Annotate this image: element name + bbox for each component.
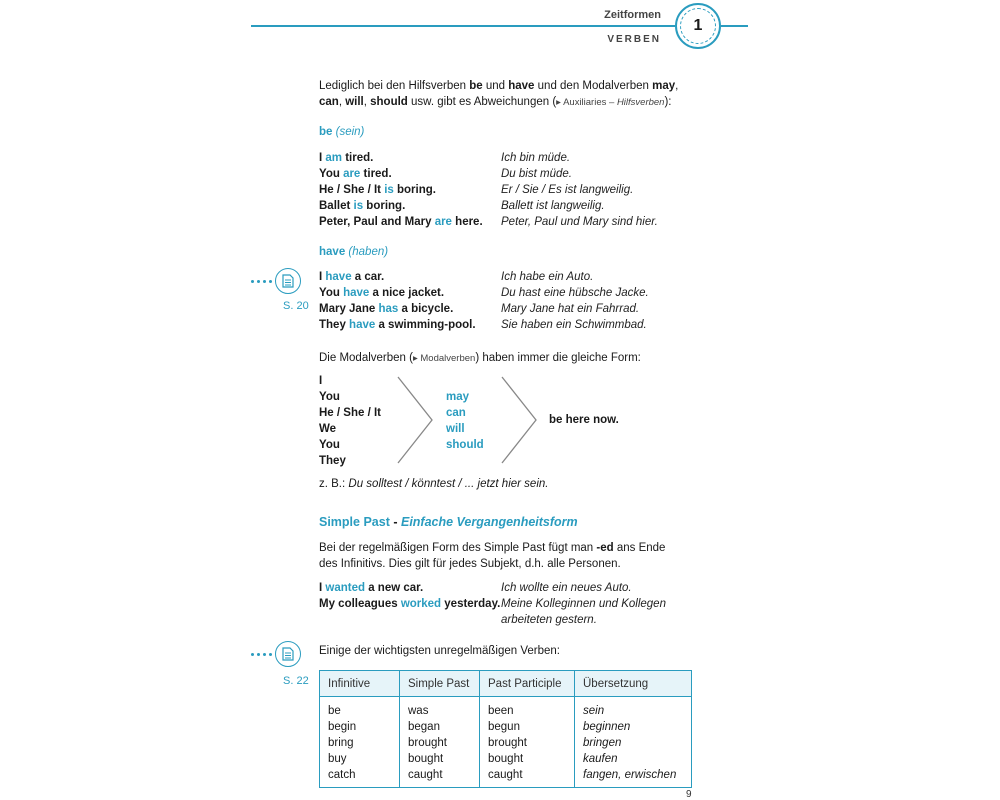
example-sentence: You have a nice jacket. [319,287,445,299]
modal-subject: He / She / It [319,407,381,419]
col-header-simple-past: Simple Past [400,671,480,697]
running-subtitle: VERBEN [607,34,661,45]
intro-line-1: Lediglich bei den Hilfsverben be und have und den Modalverben may, [319,80,679,92]
have-page-reference[interactable]: S. 20 [283,300,309,312]
cross-ref-modalverben[interactable]: Modalverben [417,353,476,364]
example-sentence: You are tired. [319,168,392,180]
have-reference-marker[interactable] [251,268,301,294]
table-cell: caught [408,769,443,781]
past-participle-column [480,697,575,788]
table-cell: sein [583,705,605,717]
simple-past-example: My colleagues worked yesterday. [319,598,501,610]
table-cell: be [328,705,341,717]
table-cell: been [488,705,514,717]
be-heading: be (sein) [319,126,365,138]
table-cell: began [408,721,440,733]
simple-past-heading: Simple Past - Einfache Vergangenheitsform [319,515,578,529]
example-sentence: He / She / It is boring. [319,184,436,196]
modal-subject: You [319,391,340,403]
modal-verb: will [446,423,465,435]
modal-subject: I [319,375,323,387]
table-cell: brought [488,737,528,749]
table-cell: beginnen [583,721,631,733]
modal-subject: You [319,439,340,451]
example-sentence: I am tired. [319,152,374,164]
modal-result: be here now. [549,414,619,426]
irregular-intro: Einige der wichtigsten unregelmäßigen Verben: [319,645,561,657]
example-translation: Sie haben ein Schwimmbad. [501,319,647,331]
table-cell: fangen, erwischen [583,769,677,781]
simple-past-translation: Meine Kolleginnen und Kollegen [501,598,666,610]
table-cell: buy [328,753,347,765]
table-cell: begun [488,721,520,733]
simple-past-text-1: Bei der regelmäßigen Form des Simple Past fügt man -ed ans Ende [319,542,666,554]
header-rule-right [721,25,748,27]
table-cell: was [408,705,429,717]
example-sentence: They have a swimming-pool. [319,319,476,331]
chapter-number: 1 [680,8,716,44]
irregular-verbs-table [319,670,692,788]
have-heading: have (haben) [319,246,389,258]
simple-past-translation-cont: arbeiteten gestern. [501,614,597,626]
example-translation: Ich habe ein Auto. [501,271,594,283]
simple-past-translation: Ich wollte ein neues Auto. [501,582,632,594]
simple-past-text-2: des Infinitivs. Dies gilt für jedes Subjekt, d.h. alle Personen. [319,558,621,570]
example-translation: Peter, Paul und Mary sind hier. [501,216,658,228]
example-translation: Ballett ist langweilig. [501,200,605,212]
header-rule-left [251,25,675,27]
irregular-page-reference[interactable]: S. 22 [283,675,309,687]
page-number: 9 [686,789,692,800]
cross-ref-arrow: ▸ [556,97,561,108]
table-cell: brought [408,737,448,749]
chapter-badge [675,3,721,49]
col-header-infinitive: Infinitive [320,671,400,697]
col-header-translation: Übersetzung [575,671,692,697]
table-cell: begin [328,721,357,733]
table-cell: caught [488,769,523,781]
table-header-row [320,671,692,697]
modal-verb: may [446,391,470,403]
example-sentence: Ballet is boring. [319,200,406,212]
example-translation: Ich bin müde. [501,152,571,164]
simple-past-example: I wanted a new car. [319,582,424,594]
modal-example: z. B.: Du solltest / könntest / ... jetzt hier sein. [319,478,549,490]
dots-decoration [251,653,272,656]
table-cell: bring [328,737,354,749]
irregular-reference-marker[interactable] [251,641,301,667]
modal-verb: can [446,407,466,419]
infinitive-column [320,697,400,788]
example-translation: Du bist müde. [501,168,572,180]
cross-ref-auxiliaries[interactable]: Auxiliaries – Hilfsverben [560,97,665,108]
document-icon[interactable] [275,641,301,667]
example-sentence: Mary Jane has a bicycle. [319,303,454,315]
table-row [320,697,692,788]
modal-subject: They [319,455,346,467]
running-title: Zeitformen [604,9,661,21]
document-icon[interactable] [275,268,301,294]
simple-past-column [400,697,480,788]
example-translation: Mary Jane hat ein Fahrrad. [501,303,640,315]
example-translation: Er / Sie / Es ist langweilig. [501,184,634,196]
col-header-past-participle: Past Participle [480,671,575,697]
example-sentence: I have a car. [319,271,385,283]
chevron-left-bracket [396,375,436,465]
example-sentence: Peter, Paul and Mary are here. [319,216,483,228]
modal-subject: We [319,423,337,435]
dots-decoration [251,280,272,283]
intro-line-2: can, will, should usw. gibt es Abweichungen (▸ Auxiliaries – Hilfsverben): [319,96,672,108]
modal-verb: should [446,439,484,451]
table-cell: bringen [583,737,622,749]
chevron-right-bracket [500,375,540,465]
table-cell: bought [408,753,444,765]
modal-intro: Die Modalverben (▸ Modalverben) haben immer die gleiche Form: [319,352,641,364]
table-cell: kaufen [583,753,618,765]
translation-column [575,697,692,788]
table-cell: bought [488,753,524,765]
example-translation: Du hast eine hübsche Jacke. [501,287,649,299]
table-cell: catch [328,769,356,781]
